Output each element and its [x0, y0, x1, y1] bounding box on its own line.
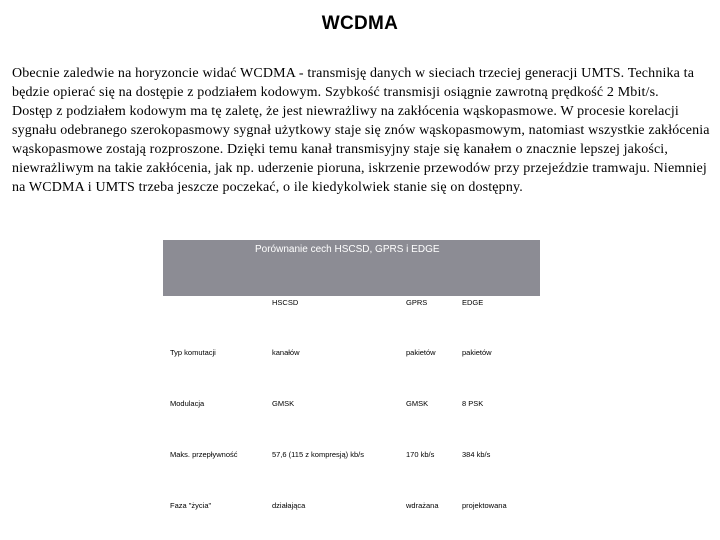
page-title: WCDMA — [321, 13, 399, 34]
table-cell: GMSK — [406, 399, 429, 408]
table-row-label: Typ komutacji — [170, 348, 216, 357]
paragraph-1: Obecnie zaledwie na horyzoncie widać WCDMA - transmisję danych w sieciach trzeciej generacji UMTS. Technika ta będzie opierać się na dostępie z podziałem kodowym. Szybkość transmisji osiągnie zawrotną prędkość 2 Mbit/s. — [12, 66, 695, 100]
table-row-label: Faza "życia" — [170, 501, 212, 510]
paragraph-2: Dostęp z podziałem kodowym ma tę zaletę, że jest niewrażliwy na zakłócenia wąskopasmowe. W procesie korelacji sygnału odebranego szerokopasmowy sygnał użytkowy staje się znów wąskopasmowym, natomiast wszystkie zakłócenia wąskopasmowe zostają rozproszone. Dzięki temu kanał transmisyjny staje się kanałem o znacznie lepszej jakości, niewrażliwym na takie zakłócenia, jak np. uderzenie pioruna, iskrzenie przewodów przy przejeździe tramwaju. Niemniej na WCDMA i UMTS trzeba jeszcze poczekać, o ile kiedykolwiek stanie się on dostępny. — [12, 104, 710, 195]
table-cell: 57,6 (115 z kompresją) kb/s — [272, 450, 364, 459]
comparison-table-header — [163, 240, 540, 296]
table-cell: 170 kb/s — [406, 450, 435, 459]
column-header-hscsd: HSCSD — [272, 298, 299, 307]
table-cell: 8 PSK — [462, 399, 484, 408]
column-header-edge: EDGE — [462, 298, 484, 307]
table-caption: Porównanie cech HSCSD, GPRS i EDGE — [255, 244, 440, 255]
table-cell: kanałów — [272, 348, 300, 357]
table-cell: wdrażana — [406, 501, 439, 510]
column-header-gprs: GPRS — [406, 298, 428, 307]
table-cell: 384 kb/s — [462, 450, 491, 459]
table-row-label: Modulacja — [170, 399, 205, 408]
table-cell: działająca — [272, 501, 306, 510]
table-cell: GMSK — [272, 399, 295, 408]
table-row-label: Maks. przepływność — [170, 450, 238, 459]
body-text — [12, 64, 712, 197]
table-cell: projektowana — [462, 501, 507, 510]
table-cell: pakietów — [406, 348, 436, 357]
table-cell: pakietów — [462, 348, 492, 357]
